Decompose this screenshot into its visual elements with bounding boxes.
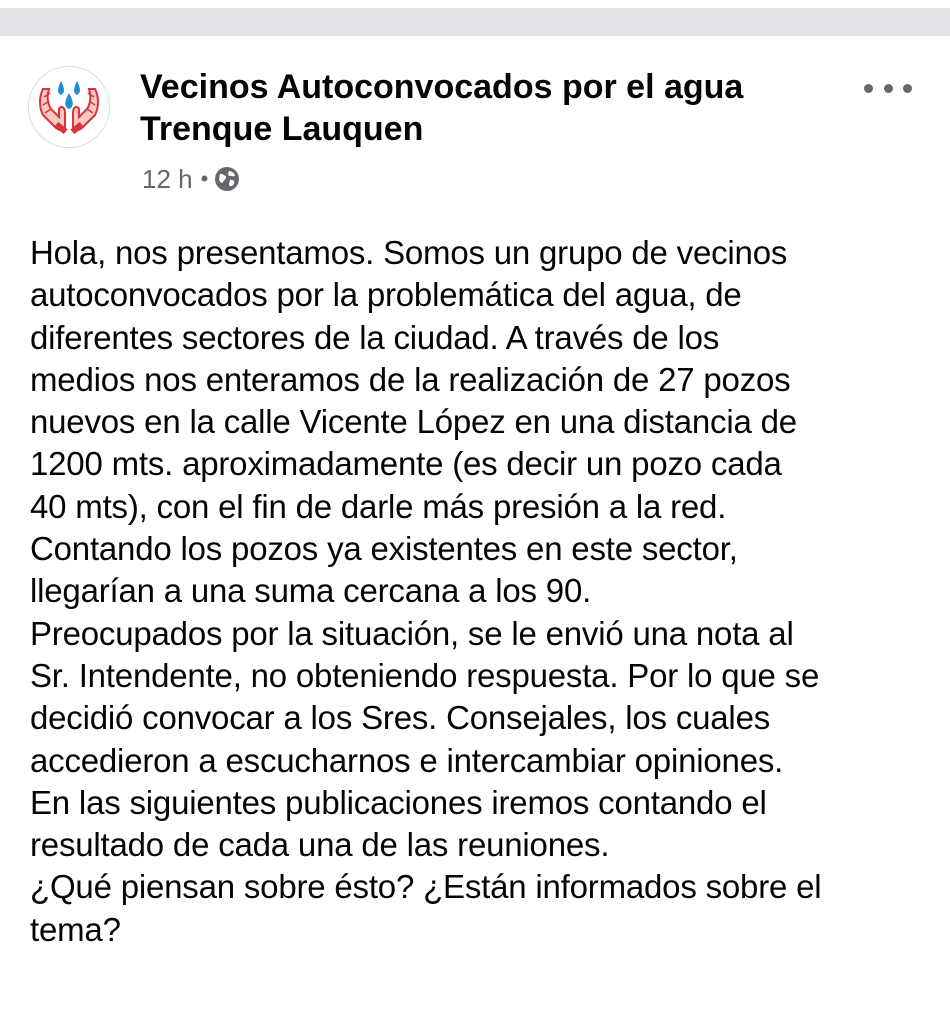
top-app-bar-strip bbox=[0, 0, 950, 36]
post-body-text: Hola, nos presentamos. Somos un grupo de vecinos autoconvocados por la problemática del agua, de diferentes sectores de la ciudad. A través de los medios nos enteramos de la realización de 27 pozos nuevos en la calle Vicente López en una distancia de 1200 mts. aproximadamente (es decir un pozo cada 40 mts), con el fin de darle más presión a la red. Contando los pozos ya existentes en este sector, llegarían a una suma cercana a los 90. Preocupados por la situación, se le envió una nota al Sr. Intendente, no obteniendo respuesta. Por lo que se decidió convocar a los Sres. Consejales, los cuales accedieron a escucharnos e intercambiar opiniones. En las siguientes publicaciones iremos contando el resultado de cada una de las reuniones. ¿Qué piensan sobre ésto? ¿Están informados sobre el tema? bbox=[30, 234, 822, 948]
header-band bbox=[0, 8, 950, 36]
post-timestamp[interactable]: 12 h bbox=[142, 163, 193, 194]
more-dot bbox=[884, 84, 893, 93]
page-name-link[interactable]: Vecinos Autoconvocados por el agua Trenque Lauquen bbox=[140, 68, 744, 148]
hands-water-drops-logo-icon bbox=[29, 67, 109, 147]
more-dot bbox=[864, 84, 873, 93]
more-options-icon[interactable] bbox=[864, 78, 912, 98]
globe-icon[interactable] bbox=[214, 166, 240, 192]
more-dot bbox=[903, 84, 912, 93]
post-card bbox=[0, 36, 950, 1024]
post-meta bbox=[142, 162, 240, 196]
meta-separator: • bbox=[200, 166, 209, 191]
page-avatar[interactable] bbox=[28, 66, 110, 148]
